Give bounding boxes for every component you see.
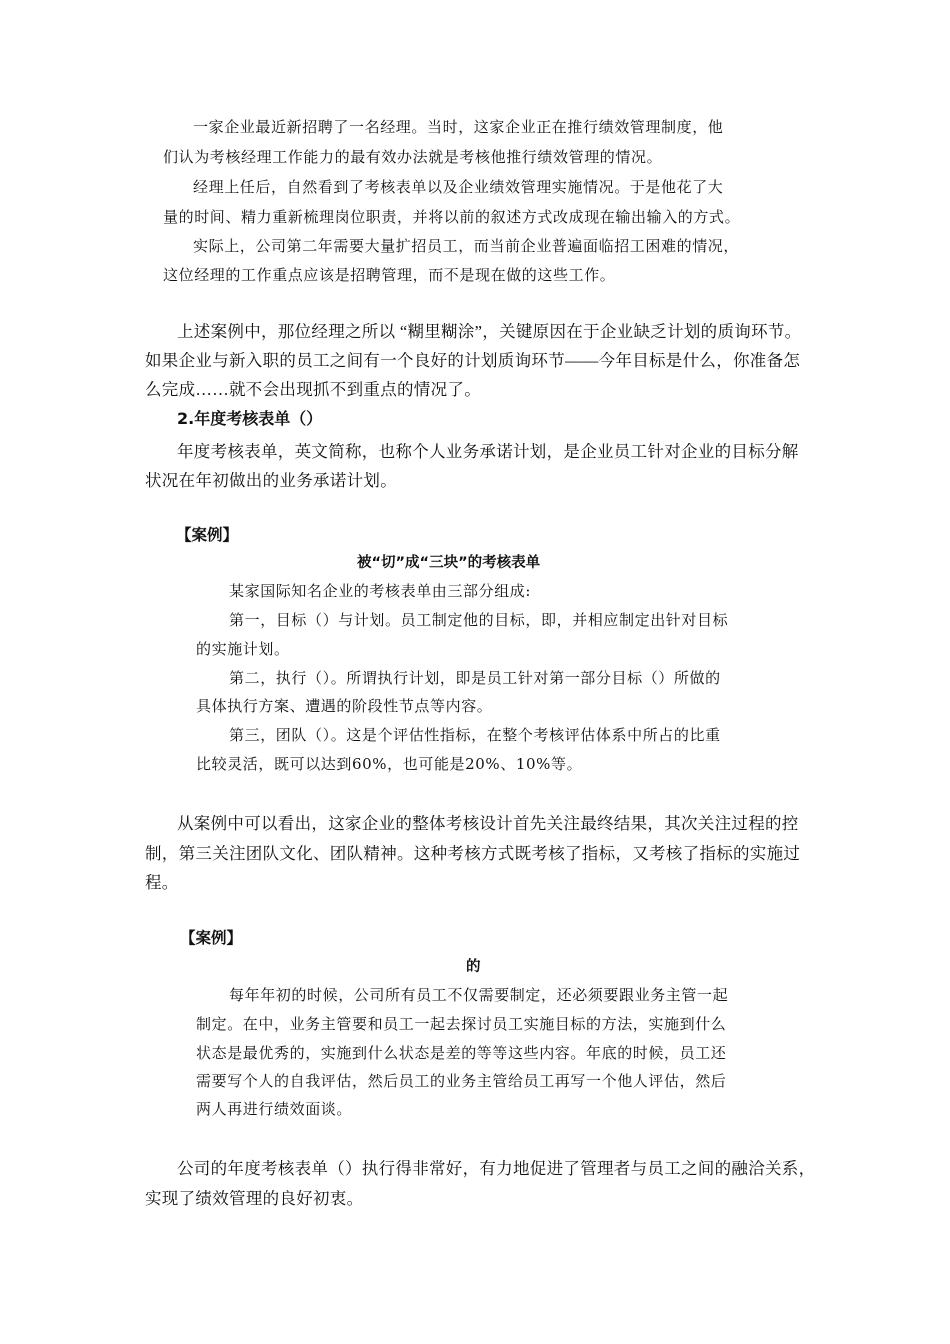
body-paragraph-line: 公司的年度考核表单（）执行得非常好，有力地促进了管理者与员工之间的融洽关系，: [177, 1159, 816, 1178]
case-line: 两人再进行绩效面谈。: [196, 1100, 353, 1118]
body-paragraph-line: 状况在年初做出的业务承诺计划。: [145, 471, 397, 490]
case-line: 状态是最优秀的，实施到什么状态是差的等等这些内容。年底的时候，员工还: [196, 1044, 727, 1062]
body-paragraph-line: 从案例中可以看出，这家企业的整体考核设计首先关注最终结果，其次关注过程的控: [177, 814, 799, 833]
body-paragraph-line: 年度考核表单，英文简称，也称个人业务承诺计划，是企业员工针对企业的目标分解: [177, 442, 799, 461]
case-intro-line: 这位经理的工作重点应该是招聘管理，而不是现在做的这些工作。: [163, 266, 616, 284]
case-intro-line: 经理上任后，自然看到了考核表单以及企业绩效管理实施情况。于是他花了大: [193, 178, 724, 196]
body-paragraph-line: 制，第三关注团队文化、团队精神。这种考核方式既考核了指标，又考核了指标的实施过: [145, 844, 801, 863]
section-heading: 2.年度考核表单（）: [177, 409, 323, 428]
case-line: 具体执行方案、遭遇的阶段性节点等内容。: [196, 697, 493, 715]
case-line: 第二，执行（）。所谓执行计划，即是员工针对第一部分目标（）所做的: [229, 669, 721, 687]
case-line: 需要写个人的自我评估，然后员工的业务主管给员工再写一个他人评估，然后: [196, 1072, 727, 1090]
case-line: 比较灵活，既可以达到60%，也可能是20%、10%等。: [196, 755, 583, 773]
body-paragraph-line: 如果企业与新入职的员工之间有一个良好的计划质询环节——今年目标是什么，你准备怎: [145, 351, 801, 370]
case-line: 每年年初的时候，公司所有员工不仅需要制定，还必须要跟业务主管一起: [229, 986, 729, 1004]
case-title: 的: [466, 959, 481, 975]
body-paragraph-line: 么完成……就不会出现抓不到重点的情况了。: [145, 380, 481, 399]
case-line: 第三，团队（）。这是个评估性指标，在整个考核评估体系中所占的比重: [229, 726, 721, 744]
case-line: 某家国际知名企业的考核表单由三部分组成:: [229, 582, 532, 600]
case-line: 制定。在中，业务主管要和员工一起去探讨员工实施目标的方法，实施到什么: [196, 1015, 727, 1033]
case-title: 被“切”成“三块”的考核表单: [357, 555, 541, 571]
case-line: 的实施计划。: [196, 640, 290, 658]
case-label: 【案例】: [176, 526, 239, 544]
body-paragraph-line: 上述案例中，那位经理之所以 “糊里糊涂”，关键原因在于企业缺乏计划的质询环节。: [177, 322, 802, 341]
case-line: 第一，目标（）与计划。员工制定他的目标，即，并相应制定出针对目标: [229, 611, 729, 629]
case-intro-line: 量的时间、精力重新梳理岗位职责，并将以前的叙述方式改成现在输出输入的方式。: [163, 208, 741, 226]
body-paragraph-line: 实现了绩效管理的良好初衷。: [145, 1189, 364, 1208]
case-label: 【案例】: [180, 929, 243, 947]
case-intro-line: 们认为考核经理工作能力的最有效办法就是考核他推行绩效管理的情况。: [163, 148, 663, 166]
body-paragraph-line: 程。: [145, 873, 179, 892]
case-intro-line: 一家企业最近新招聘了一名经理。当时，这家企业正在推行绩效管理制度，他: [193, 118, 724, 136]
case-intro-line: 实际上，公司第二年需要大量扩招员工，而当前企业普遍面临招工困难的情况，: [193, 237, 740, 255]
